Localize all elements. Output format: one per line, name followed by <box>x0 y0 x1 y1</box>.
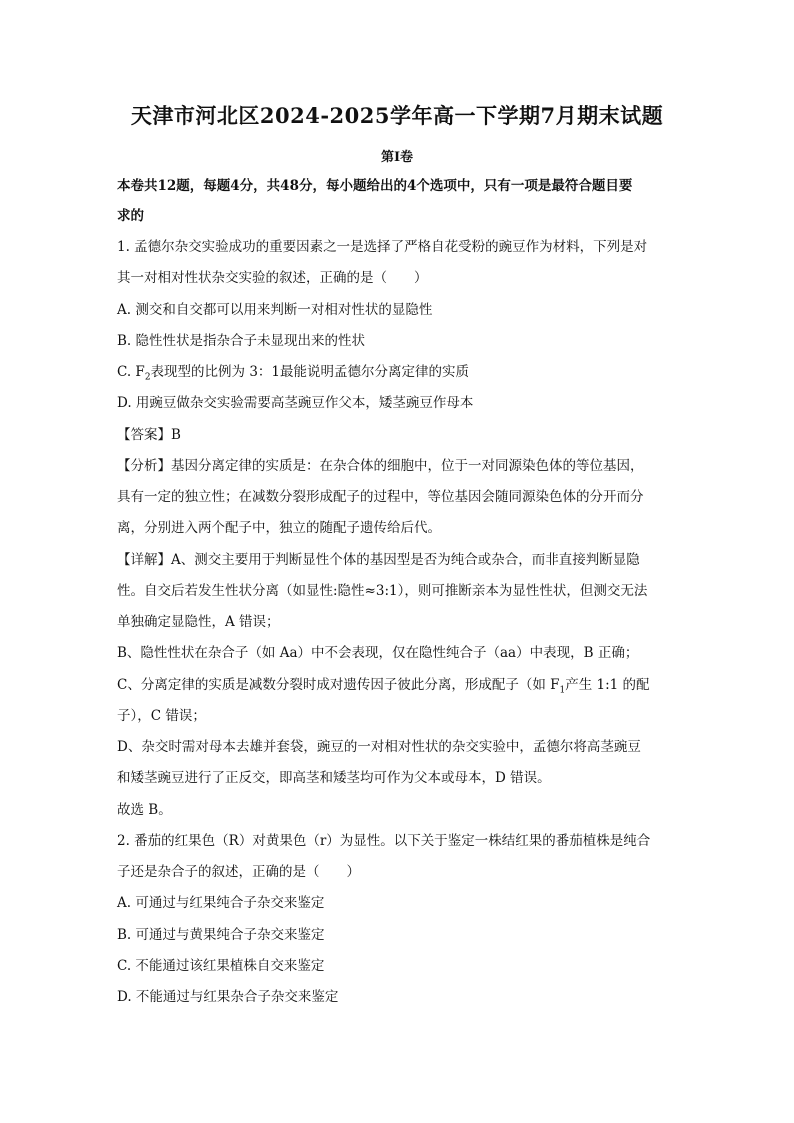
q1-detail-c-cont: 子），C 错误； <box>117 708 206 724</box>
q2-stem-cont: 子还是杂合子的叙述，正确的是（ ） <box>117 864 360 880</box>
section-instructions: 本卷共12题，每题4分，共48分，每小题给出的4个选项中，只有一项是最符合题目要 <box>117 178 633 194</box>
q2-option-c: C. 不能通过该红果植株自交来鉴定 <box>117 958 325 974</box>
section-title: 第I卷 <box>380 150 414 165</box>
q1-detail-a-cont: 性。自交后若发生性状分离（如显性:隐性≈3:1），则可推断亲本为显性性状，但测交无法 <box>117 583 648 599</box>
q2-option-d: D. 不能通过与红果杂合子杂交来鉴定 <box>117 989 339 1005</box>
q1-option-c-post: 表现型的比例为 3：1最能说明孟德尔分离定律的实质 <box>150 364 470 380</box>
section-instructions-cont: 求的 <box>117 208 144 224</box>
exam-title: 天津市河北区2024-2025学年高一下学期7月期末试题 <box>130 103 664 128</box>
q1-option-c-pre: C. F <box>117 364 145 380</box>
q1-option-d: D. 用豌豆做杂交实验需要高茎豌豆作父本，矮茎豌豆作母本 <box>117 395 474 411</box>
q1-analysis-cont: 具有一定的独立性；在减数分裂形成配子的过程中，等位基因会随同源染色体的分开而分 <box>117 489 644 505</box>
q1-option-a: A. 测交和自交都可以用来判断一对相对性状的显隐性 <box>117 302 433 318</box>
q1-detail-c <box>117 675 677 701</box>
q1-detail-a-cont: 单独确定显隐性，A 错误； <box>117 614 280 630</box>
q1-detail-b: B、隐性性状在杂合子（如 Aa）中不会表现，仅在隐性纯合子（aa）中表现，B 正确； <box>117 645 639 661</box>
q1-conclusion: 故选 B。 <box>117 802 172 818</box>
q1-detail-d: D、杂交时需对母本去雄并套袋，豌豆的一对相对性状的杂交实验中，孟德尔将高茎豌豆 <box>117 739 641 755</box>
q1-answer: 【答案】B <box>117 427 181 443</box>
q1-stem: 1. 孟德尔杂交实验成功的重要因素之一是选择了严格自花受粉的豌豆作为材料，下列是对 <box>117 239 648 255</box>
q2-stem: 2. 番茄的红果色（R）对黄果色（r）为显性。以下关于鉴定一株结红果的番茄植株是纯合 <box>117 833 651 849</box>
q1-detail-d-cont: 和矮茎豌豆进行了正反交，即高茎和矮茎均可作为父本或母本，D 错误。 <box>117 770 551 786</box>
q1-detail-a: 【详解】A、测交主要用于判断显性个体的基因型是否为纯合或杂合，而非直接判断显隐 <box>117 552 640 568</box>
q1-stem-cont: 其一对相对性状杂交实验的叙述，正确的是（ ） <box>117 270 428 286</box>
q1-analysis-cont: 离，分别进入两个配子中，独立的随配子遗传给后代。 <box>117 520 441 536</box>
q1-detail-c-pre: C、分离定律的实质是减数分裂时成对遗传因子彼此分离，形成配子（如 F <box>117 677 560 693</box>
q1-detail-c-sub: 1 <box>559 685 566 696</box>
q1-option-b: B. 隐性性状是指杂合子未显现出来的性状 <box>117 333 366 349</box>
q2-option-a: A. 可通过与红果纯合子杂交来鉴定 <box>117 895 325 911</box>
q1-detail-c-post: 产生 1:1 的配 <box>565 677 650 693</box>
q1-option-c <box>117 362 677 388</box>
q1-option-c-sub: 2 <box>144 372 151 383</box>
q2-option-b: B. 可通过与黄果纯合子杂交来鉴定 <box>117 927 325 943</box>
q1-analysis: 【分析】基因分离定律的实质是：在杂合体的细胞中，位于一对同源染色体的等位基因， <box>117 458 644 474</box>
